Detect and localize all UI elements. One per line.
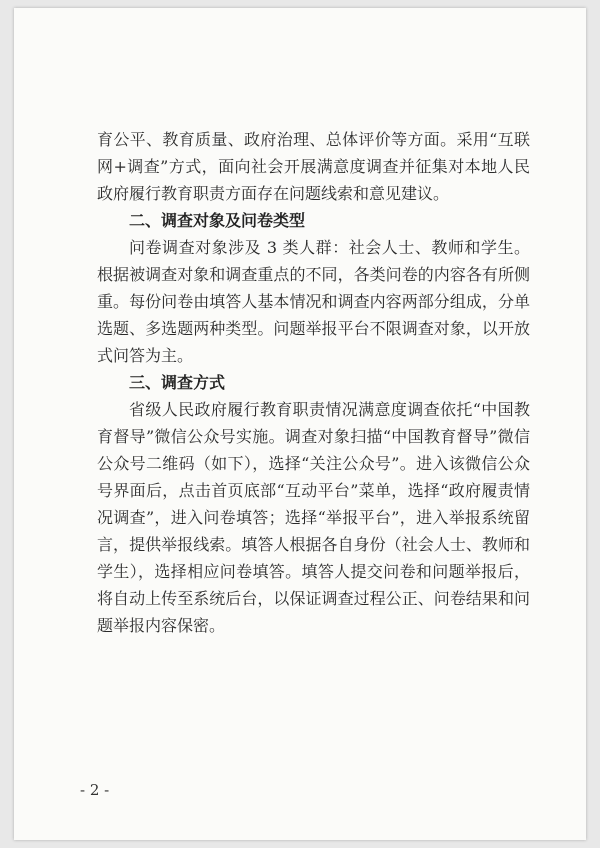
page-number: - 2 - (80, 781, 110, 799)
document-page (14, 8, 586, 840)
paragraph-survey-subjects: 问卷调查对象涉及 3 类人群：社会人士、教师和学生。根据被调查对象和调查重点的不同，各类问卷的内容各有所侧重。每份问卷由填答人基本情况和调查内容两部分组成，分单选题、多选题两种类型。问题举报平台不限调查对象，以开放式问答为主。 (97, 238, 530, 365)
document-body (97, 126, 530, 639)
section-heading-survey-method: 三、调查方式 (129, 373, 226, 392)
section-heading-survey-subjects: 二、调查对象及问卷类型 (129, 211, 306, 230)
paragraph-survey-method: 省级人民政府履行教育职责情况满意度调查依托“中国教育督导”微信公众号实施。调查对象扫描“中国教育督导”微信公众号二维码（如下），选择“关注公众号”。进入该微信公众号界面后，点击首页底部“互动平台”菜单，选择“政府履责情况调查”，进入问卷填答；选择“举报平台”，进入举报系统留言，提供举报线索。填答人根据各自身份（社会人士、教师和学生），选择相应问卷填答。填答人提交问卷和问题举报后，将自动上传至系统后台，以保证调查过程公正、问卷结果和问题举报内容保密。 (97, 400, 530, 635)
paragraph-continued: 育公平、教育质量、政府治理、总体评价等方面。采用“互联网+调查”方式，面向社会开展满意度调查并征集对本地人民政府履行教育职责方面存在问题线索和意见建议。 (97, 130, 530, 203)
